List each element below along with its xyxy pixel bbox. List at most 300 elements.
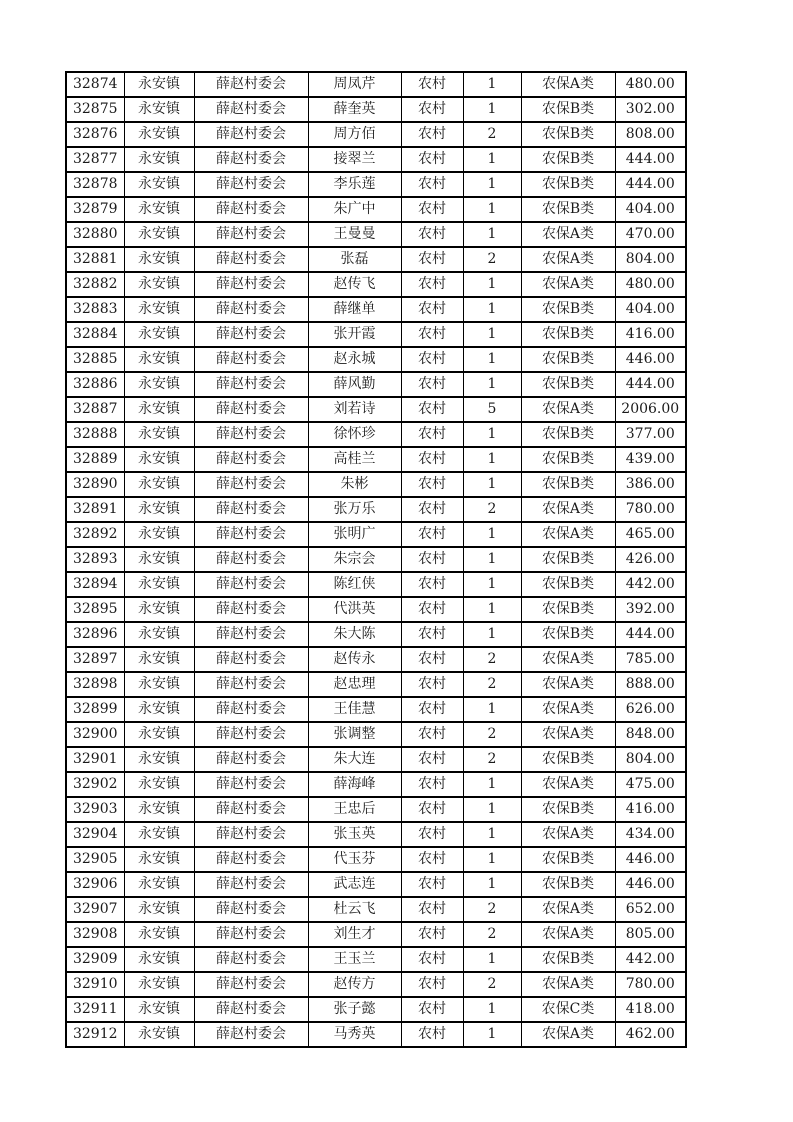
town-cell: 永安镇 [124, 597, 194, 622]
table-row [66, 722, 686, 747]
record-id-cell: 32899 [66, 697, 124, 722]
table-row [66, 697, 686, 722]
amount-cell: 470.00 [615, 222, 686, 247]
amount-cell: 462.00 [615, 1022, 686, 1047]
insurance-category-cell: 农保A类 [521, 272, 615, 297]
table-row [66, 772, 686, 797]
household-type-cell: 农村 [401, 897, 463, 922]
person-count-cell: 2 [463, 722, 521, 747]
household-type-cell: 农村 [401, 97, 463, 122]
person-count-cell: 1 [463, 547, 521, 572]
person-count-cell: 1 [463, 372, 521, 397]
person-name-cell: 薛风勤 [308, 372, 401, 397]
town-cell: 永安镇 [124, 272, 194, 297]
town-cell: 永安镇 [124, 72, 194, 97]
insurance-category-cell: 农保B类 [521, 372, 615, 397]
town-cell: 永安镇 [124, 147, 194, 172]
town-cell: 永安镇 [124, 372, 194, 397]
person-name-cell: 张调整 [308, 722, 401, 747]
household-type-cell: 农村 [401, 847, 463, 872]
household-type-cell: 农村 [401, 172, 463, 197]
amount-cell: 808.00 [615, 122, 686, 147]
village-committee-cell: 薛赵村委会 [194, 397, 308, 422]
household-type-cell: 农村 [401, 647, 463, 672]
person-count-cell: 1 [463, 272, 521, 297]
insurance-category-cell: 农保A类 [521, 922, 615, 947]
table-row [66, 422, 686, 447]
village-committee-cell: 薛赵村委会 [194, 622, 308, 647]
person-count-cell: 2 [463, 897, 521, 922]
record-id-cell: 32881 [66, 247, 124, 272]
household-type-cell: 农村 [401, 397, 463, 422]
village-committee-cell: 薛赵村委会 [194, 72, 308, 97]
amount-cell: 442.00 [615, 572, 686, 597]
village-committee-cell: 薛赵村委会 [194, 197, 308, 222]
insurance-category-cell: 农保B类 [521, 322, 615, 347]
person-count-cell: 1 [463, 847, 521, 872]
town-cell: 永安镇 [124, 672, 194, 697]
table-row [66, 447, 686, 472]
record-id-cell: 32907 [66, 897, 124, 922]
household-type-cell: 农村 [401, 522, 463, 547]
person-name-cell: 赵传方 [308, 972, 401, 997]
person-name-cell: 薛海峰 [308, 772, 401, 797]
town-cell: 永安镇 [124, 947, 194, 972]
table-row [66, 1022, 686, 1047]
town-cell: 永安镇 [124, 247, 194, 272]
person-count-cell: 1 [463, 297, 521, 322]
amount-cell: 404.00 [615, 297, 686, 322]
amount-cell: 480.00 [615, 272, 686, 297]
record-id-cell: 32875 [66, 97, 124, 122]
household-type-cell: 农村 [401, 772, 463, 797]
person-name-cell: 赵传永 [308, 647, 401, 672]
household-type-cell: 农村 [401, 597, 463, 622]
insurance-category-cell: 农保A类 [521, 72, 615, 97]
insurance-category-cell: 农保B类 [521, 572, 615, 597]
record-id-cell: 32887 [66, 397, 124, 422]
record-id-cell: 32890 [66, 472, 124, 497]
household-type-cell: 农村 [401, 697, 463, 722]
amount-cell: 416.00 [615, 322, 686, 347]
household-type-cell: 农村 [401, 197, 463, 222]
town-cell: 永安镇 [124, 722, 194, 747]
village-committee-cell: 薛赵村委会 [194, 172, 308, 197]
amount-cell: 439.00 [615, 447, 686, 472]
town-cell: 永安镇 [124, 97, 194, 122]
table-row [66, 272, 686, 297]
town-cell: 永安镇 [124, 622, 194, 647]
insurance-category-cell: 农保A类 [521, 697, 615, 722]
village-committee-cell: 薛赵村委会 [194, 797, 308, 822]
town-cell: 永安镇 [124, 497, 194, 522]
table-row [66, 347, 686, 372]
amount-cell: 426.00 [615, 547, 686, 572]
town-cell: 永安镇 [124, 472, 194, 497]
amount-cell: 442.00 [615, 947, 686, 972]
record-id-cell: 32889 [66, 447, 124, 472]
village-committee-cell: 薛赵村委会 [194, 97, 308, 122]
insurance-category-cell: 农保A类 [521, 497, 615, 522]
insurance-category-cell: 农保B类 [521, 197, 615, 222]
amount-cell: 780.00 [615, 497, 686, 522]
person-name-cell: 赵忠理 [308, 672, 401, 697]
insurance-category-cell: 农保B类 [521, 147, 615, 172]
person-count-cell: 2 [463, 122, 521, 147]
insurance-category-cell: 农保A类 [521, 972, 615, 997]
insurance-category-cell: 农保B类 [521, 172, 615, 197]
amount-cell: 446.00 [615, 847, 686, 872]
record-id-cell: 32905 [66, 847, 124, 872]
table-row [66, 897, 686, 922]
person-name-cell: 杜云飞 [308, 897, 401, 922]
person-count-cell: 1 [463, 797, 521, 822]
household-type-cell: 农村 [401, 947, 463, 972]
person-count-cell: 2 [463, 647, 521, 672]
town-cell: 永安镇 [124, 747, 194, 772]
person-count-cell: 1 [463, 772, 521, 797]
table-row [66, 247, 686, 272]
insurance-category-cell: 农保A类 [521, 647, 615, 672]
table-row [66, 672, 686, 697]
village-committee-cell: 薛赵村委会 [194, 972, 308, 997]
person-name-cell: 王忠后 [308, 797, 401, 822]
insurance-category-cell: 农保B类 [521, 547, 615, 572]
table-row [66, 797, 686, 822]
town-cell: 永安镇 [124, 397, 194, 422]
record-id-cell: 32903 [66, 797, 124, 822]
person-count-cell: 1 [463, 322, 521, 347]
household-type-cell: 农村 [401, 722, 463, 747]
amount-cell: 848.00 [615, 722, 686, 747]
person-count-cell: 1 [463, 1022, 521, 1047]
village-committee-cell: 薛赵村委会 [194, 922, 308, 947]
insurance-category-cell: 农保B类 [521, 422, 615, 447]
village-committee-cell: 薛赵村委会 [194, 472, 308, 497]
amount-cell: 302.00 [615, 97, 686, 122]
household-type-cell: 农村 [401, 797, 463, 822]
amount-cell: 392.00 [615, 597, 686, 622]
person-name-cell: 张子懿 [308, 997, 401, 1022]
amount-cell: 444.00 [615, 622, 686, 647]
person-count-cell: 2 [463, 247, 521, 272]
record-id-cell: 32898 [66, 672, 124, 697]
household-type-cell: 农村 [401, 147, 463, 172]
person-name-cell: 武志连 [308, 872, 401, 897]
household-type-cell: 农村 [401, 547, 463, 572]
person-name-cell: 刘生才 [308, 922, 401, 947]
household-type-cell: 农村 [401, 72, 463, 97]
amount-cell: 416.00 [615, 797, 686, 822]
record-id-cell: 32880 [66, 222, 124, 247]
record-id-cell: 32876 [66, 122, 124, 147]
village-committee-cell: 薛赵村委会 [194, 772, 308, 797]
table-row [66, 372, 686, 397]
person-name-cell: 高桂兰 [308, 447, 401, 472]
record-id-cell: 32900 [66, 722, 124, 747]
amount-cell: 785.00 [615, 647, 686, 672]
insurance-category-cell: 农保B类 [521, 947, 615, 972]
person-name-cell: 朱彬 [308, 472, 401, 497]
person-name-cell: 张磊 [308, 247, 401, 272]
record-id-cell: 32896 [66, 622, 124, 647]
household-type-cell: 农村 [401, 322, 463, 347]
village-committee-cell: 薛赵村委会 [194, 497, 308, 522]
village-committee-cell: 薛赵村委会 [194, 997, 308, 1022]
insurance-category-cell: 农保B类 [521, 622, 615, 647]
person-count-cell: 1 [463, 147, 521, 172]
amount-cell: 626.00 [615, 697, 686, 722]
insurance-category-cell: 农保A类 [521, 772, 615, 797]
table-row [66, 822, 686, 847]
insurance-category-cell: 农保B类 [521, 297, 615, 322]
record-id-cell: 32883 [66, 297, 124, 322]
household-type-cell: 农村 [401, 972, 463, 997]
village-committee-cell: 薛赵村委会 [194, 122, 308, 147]
benefits-register-table [65, 71, 687, 1048]
table-row [66, 597, 686, 622]
table-row [66, 622, 686, 647]
household-type-cell: 农村 [401, 922, 463, 947]
insurance-category-cell: 农保B类 [521, 472, 615, 497]
person-name-cell: 张明广 [308, 522, 401, 547]
record-id-cell: 32906 [66, 872, 124, 897]
insurance-category-cell: 农保B类 [521, 847, 615, 872]
amount-cell: 480.00 [615, 72, 686, 97]
person-count-cell: 1 [463, 522, 521, 547]
table-row [66, 397, 686, 422]
village-committee-cell: 薛赵村委会 [194, 1022, 308, 1047]
household-type-cell: 农村 [401, 247, 463, 272]
table-row [66, 197, 686, 222]
person-count-cell: 1 [463, 572, 521, 597]
insurance-category-cell: 农保B类 [521, 872, 615, 897]
person-name-cell: 朱广中 [308, 197, 401, 222]
person-name-cell: 徐怀珍 [308, 422, 401, 447]
village-committee-cell: 薛赵村委会 [194, 747, 308, 772]
town-cell: 永安镇 [124, 872, 194, 897]
record-id-cell: 32912 [66, 1022, 124, 1047]
village-committee-cell: 薛赵村委会 [194, 422, 308, 447]
insurance-category-cell: 农保B类 [521, 122, 615, 147]
table-row [66, 922, 686, 947]
village-committee-cell: 薛赵村委会 [194, 347, 308, 372]
person-count-cell: 1 [463, 197, 521, 222]
record-id-cell: 32874 [66, 72, 124, 97]
household-type-cell: 农村 [401, 497, 463, 522]
record-id-cell: 32885 [66, 347, 124, 372]
person-name-cell: 王玉兰 [308, 947, 401, 972]
person-count-cell: 1 [463, 447, 521, 472]
amount-cell: 444.00 [615, 172, 686, 197]
village-committee-cell: 薛赵村委会 [194, 672, 308, 697]
table-row [66, 472, 686, 497]
amount-cell: 418.00 [615, 997, 686, 1022]
record-id-cell: 32904 [66, 822, 124, 847]
village-committee-cell: 薛赵村委会 [194, 872, 308, 897]
insurance-category-cell: 农保A类 [521, 897, 615, 922]
person-name-cell: 张万乐 [308, 497, 401, 522]
table-row [66, 547, 686, 572]
village-committee-cell: 薛赵村委会 [194, 322, 308, 347]
person-count-cell: 2 [463, 972, 521, 997]
person-count-cell: 1 [463, 597, 521, 622]
amount-cell: 404.00 [615, 197, 686, 222]
person-name-cell: 薛奎英 [308, 97, 401, 122]
person-count-cell: 1 [463, 347, 521, 372]
village-committee-cell: 薛赵村委会 [194, 547, 308, 572]
town-cell: 永安镇 [124, 897, 194, 922]
person-name-cell: 王佳慧 [308, 697, 401, 722]
insurance-category-cell: 农保B类 [521, 597, 615, 622]
table-row [66, 572, 686, 597]
insurance-category-cell: 农保B类 [521, 347, 615, 372]
household-type-cell: 农村 [401, 1022, 463, 1047]
record-id-cell: 32882 [66, 272, 124, 297]
amount-cell: 805.00 [615, 922, 686, 947]
town-cell: 永安镇 [124, 447, 194, 472]
amount-cell: 2006.00 [615, 397, 686, 422]
town-cell: 永安镇 [124, 422, 194, 447]
records-table-body [66, 72, 686, 1047]
amount-cell: 780.00 [615, 972, 686, 997]
insurance-category-cell: 农保A类 [521, 397, 615, 422]
village-committee-cell: 薛赵村委会 [194, 897, 308, 922]
person-count-cell: 1 [463, 97, 521, 122]
household-type-cell: 农村 [401, 272, 463, 297]
table-row [66, 647, 686, 672]
household-type-cell: 农村 [401, 122, 463, 147]
amount-cell: 386.00 [615, 472, 686, 497]
person-count-cell: 1 [463, 222, 521, 247]
household-type-cell: 农村 [401, 447, 463, 472]
person-name-cell: 王曼曼 [308, 222, 401, 247]
record-id-cell: 32893 [66, 547, 124, 572]
household-type-cell: 农村 [401, 997, 463, 1022]
insurance-category-cell: 农保C类 [521, 997, 615, 1022]
person-count-cell: 1 [463, 622, 521, 647]
person-name-cell: 周方佰 [308, 122, 401, 147]
person-name-cell: 周凤芹 [308, 72, 401, 97]
household-type-cell: 农村 [401, 822, 463, 847]
amount-cell: 475.00 [615, 772, 686, 797]
person-name-cell: 陈红侠 [308, 572, 401, 597]
record-id-cell: 32884 [66, 322, 124, 347]
person-name-cell: 赵传飞 [308, 272, 401, 297]
table-row [66, 297, 686, 322]
household-type-cell: 农村 [401, 347, 463, 372]
insurance-category-cell: 农保A类 [521, 247, 615, 272]
person-name-cell: 朱宗会 [308, 547, 401, 572]
person-name-cell: 薛继单 [308, 297, 401, 322]
person-count-cell: 1 [463, 997, 521, 1022]
village-committee-cell: 薛赵村委会 [194, 222, 308, 247]
record-id-cell: 32879 [66, 197, 124, 222]
person-count-cell: 2 [463, 672, 521, 697]
person-count-cell: 5 [463, 397, 521, 422]
amount-cell: 804.00 [615, 247, 686, 272]
town-cell: 永安镇 [124, 172, 194, 197]
amount-cell: 446.00 [615, 872, 686, 897]
village-committee-cell: 薛赵村委会 [194, 147, 308, 172]
village-committee-cell: 薛赵村委会 [194, 572, 308, 597]
table-row [66, 997, 686, 1022]
table-row [66, 222, 686, 247]
town-cell: 永安镇 [124, 922, 194, 947]
village-committee-cell: 薛赵村委会 [194, 372, 308, 397]
household-type-cell: 农村 [401, 422, 463, 447]
person-name-cell: 接翠兰 [308, 147, 401, 172]
amount-cell: 434.00 [615, 822, 686, 847]
village-committee-cell: 薛赵村委会 [194, 697, 308, 722]
person-count-cell: 1 [463, 172, 521, 197]
town-cell: 永安镇 [124, 697, 194, 722]
table-row [66, 72, 686, 97]
town-cell: 永安镇 [124, 772, 194, 797]
town-cell: 永安镇 [124, 522, 194, 547]
insurance-category-cell: 农保A类 [521, 1022, 615, 1047]
town-cell: 永安镇 [124, 347, 194, 372]
person-name-cell: 张开霞 [308, 322, 401, 347]
amount-cell: 444.00 [615, 147, 686, 172]
record-id-cell: 32908 [66, 922, 124, 947]
town-cell: 永安镇 [124, 197, 194, 222]
household-type-cell: 农村 [401, 672, 463, 697]
amount-cell: 465.00 [615, 522, 686, 547]
table-row [66, 872, 686, 897]
household-type-cell: 农村 [401, 222, 463, 247]
village-committee-cell: 薛赵村委会 [194, 722, 308, 747]
village-committee-cell: 薛赵村委会 [194, 522, 308, 547]
village-committee-cell: 薛赵村委会 [194, 822, 308, 847]
record-id-cell: 32910 [66, 972, 124, 997]
amount-cell: 446.00 [615, 347, 686, 372]
person-name-cell: 朱大连 [308, 747, 401, 772]
person-name-cell: 代洪英 [308, 597, 401, 622]
insurance-category-cell: 农保A类 [521, 672, 615, 697]
table-row [66, 972, 686, 997]
table-row [66, 947, 686, 972]
village-committee-cell: 薛赵村委会 [194, 447, 308, 472]
town-cell: 永安镇 [124, 572, 194, 597]
person-name-cell: 赵永城 [308, 347, 401, 372]
town-cell: 永安镇 [124, 822, 194, 847]
insurance-category-cell: 农保A类 [521, 222, 615, 247]
person-count-cell: 1 [463, 422, 521, 447]
village-committee-cell: 薛赵村委会 [194, 947, 308, 972]
town-cell: 永安镇 [124, 647, 194, 672]
person-count-cell: 1 [463, 947, 521, 972]
record-id-cell: 32892 [66, 522, 124, 547]
town-cell: 永安镇 [124, 547, 194, 572]
household-type-cell: 农村 [401, 372, 463, 397]
amount-cell: 377.00 [615, 422, 686, 447]
person-count-cell: 1 [463, 872, 521, 897]
town-cell: 永安镇 [124, 797, 194, 822]
insurance-category-cell: 农保A类 [521, 722, 615, 747]
record-id-cell: 32891 [66, 497, 124, 522]
household-type-cell: 农村 [401, 872, 463, 897]
person-count-cell: 1 [463, 697, 521, 722]
person-count-cell: 1 [463, 72, 521, 97]
table-row [66, 97, 686, 122]
table-row [66, 747, 686, 772]
town-cell: 永安镇 [124, 322, 194, 347]
insurance-category-cell: 农保B类 [521, 797, 615, 822]
person-count-cell: 1 [463, 472, 521, 497]
amount-cell: 888.00 [615, 672, 686, 697]
table-row [66, 322, 686, 347]
